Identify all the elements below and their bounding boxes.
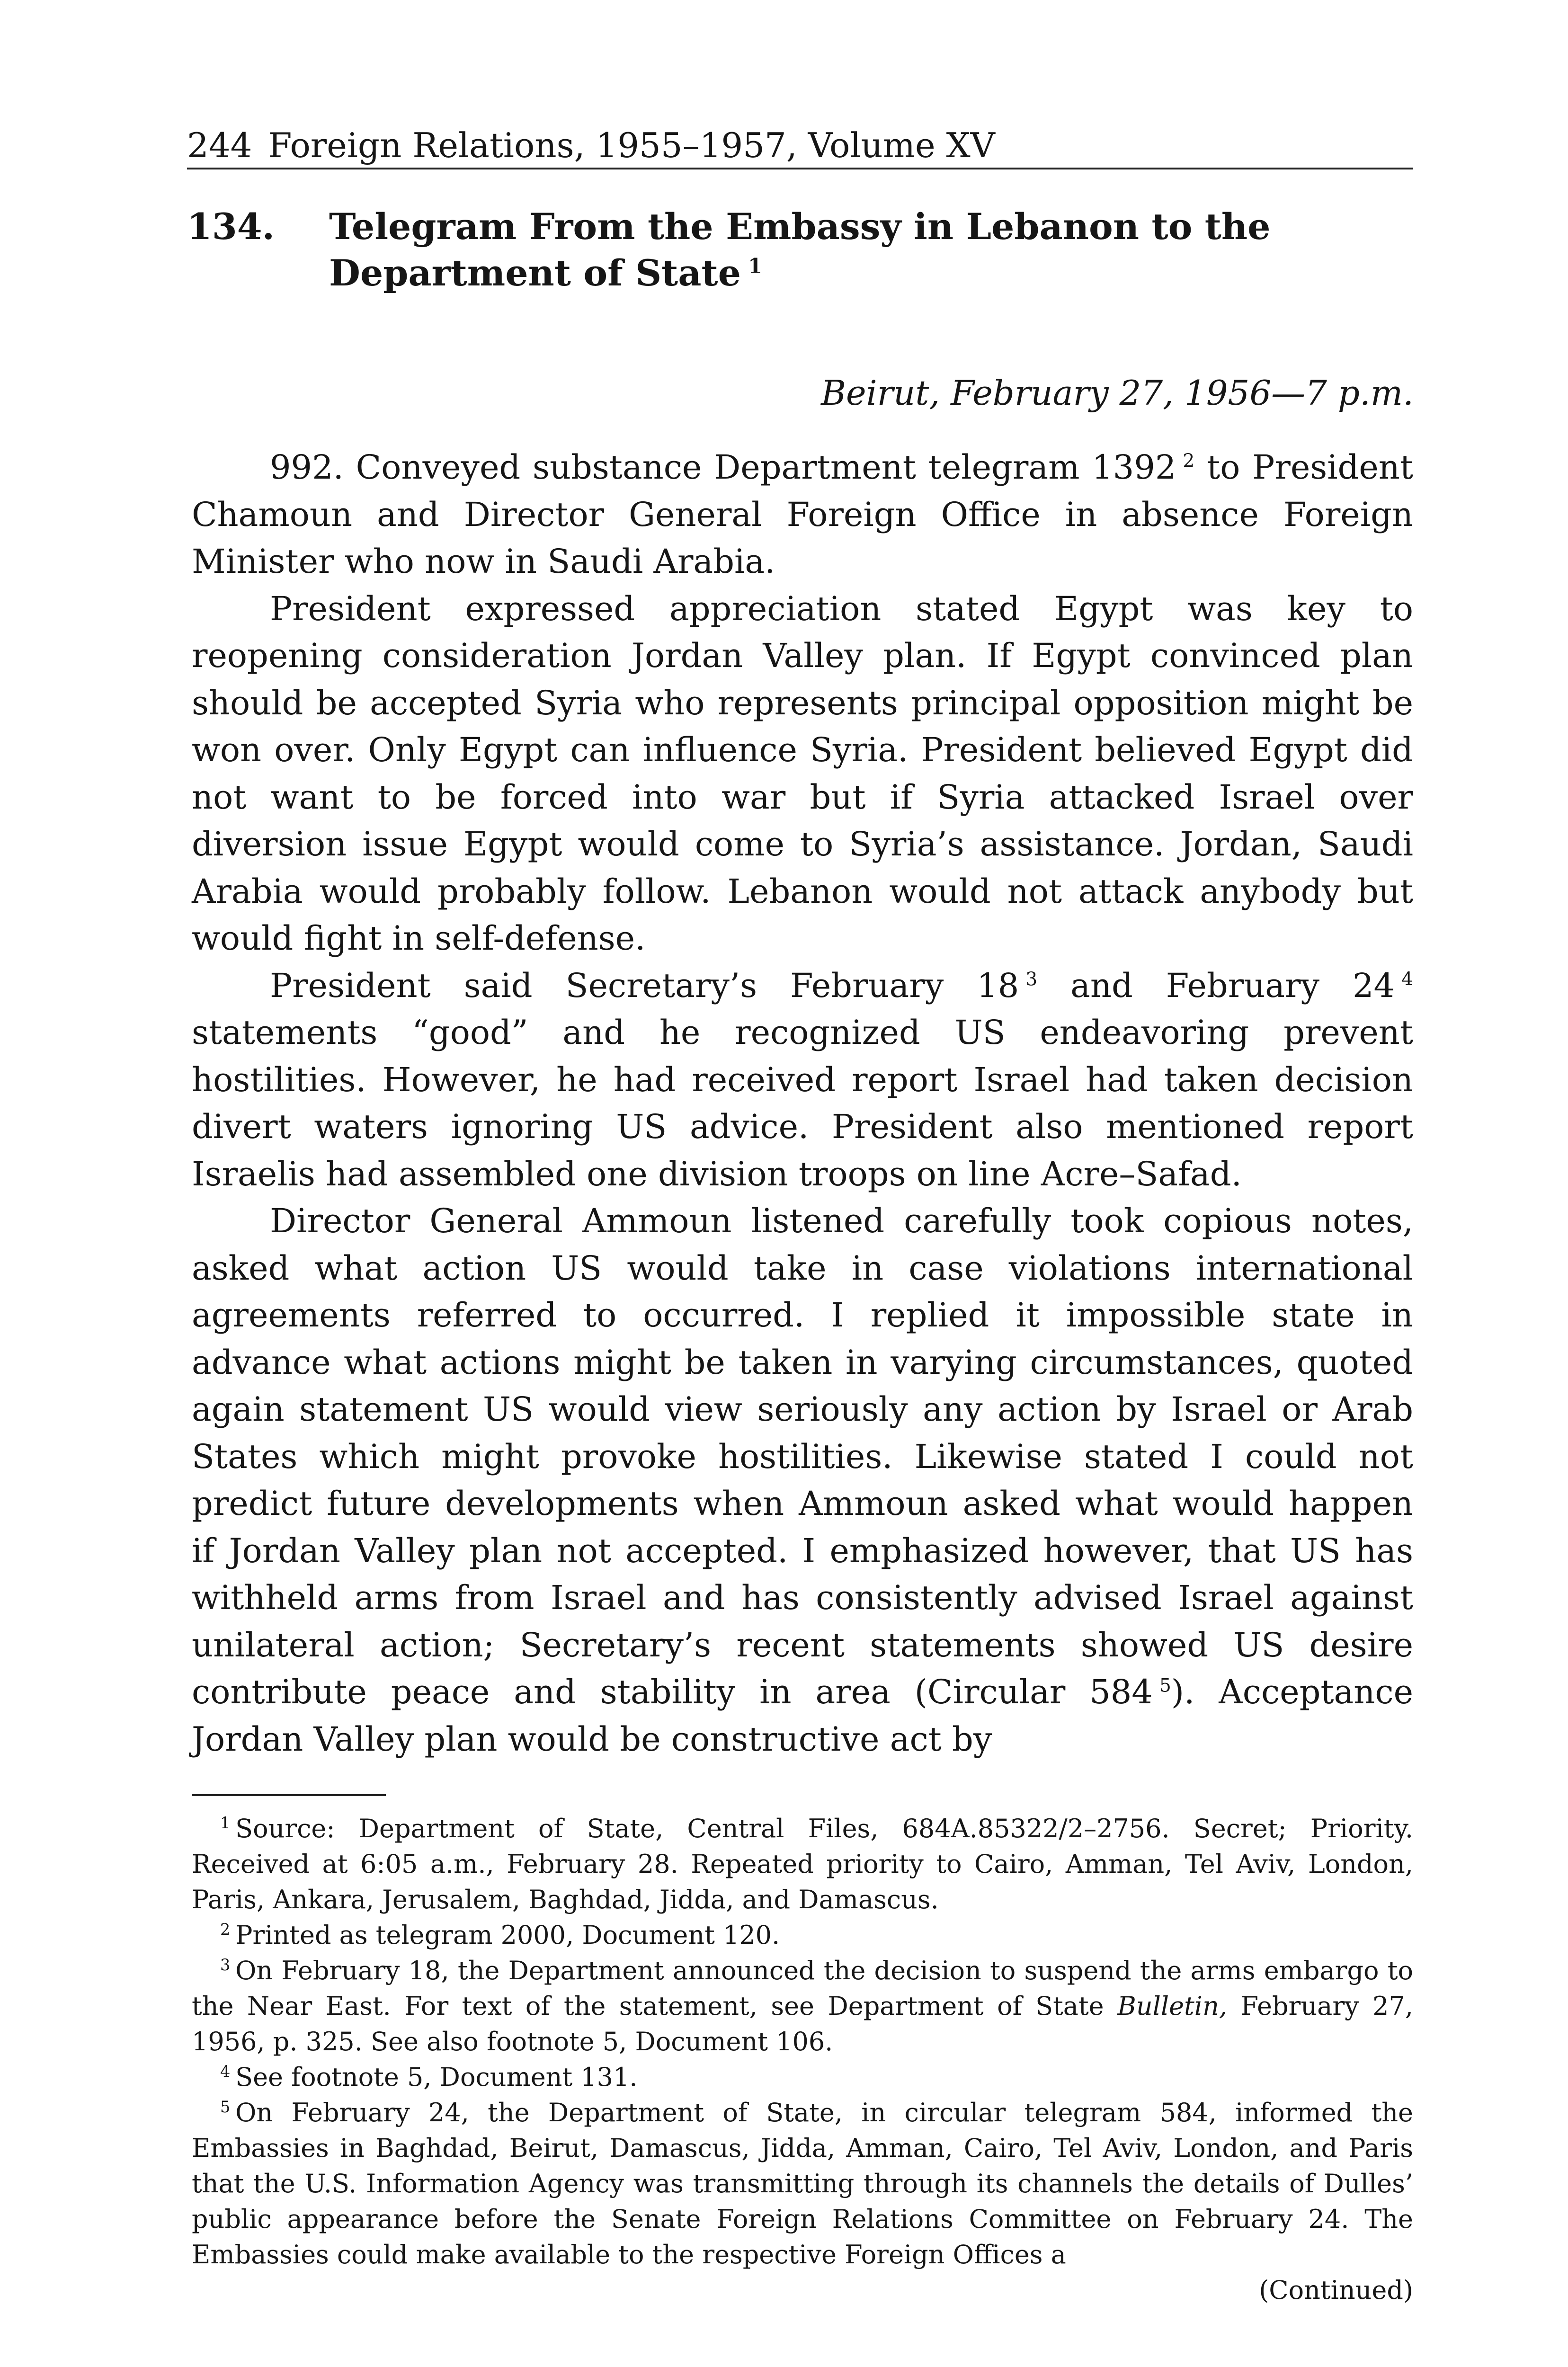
document-number: 134. <box>187 205 275 248</box>
footnote-4: $^4$ See footnote 5, Document 131. <box>220 2062 638 2092</box>
paragraph-1: 992. Conveyed substance Department telegram 1392 $^2$ to President Chamoun and Director General Foreign Office in absence Foreign Minister who now in Saudi Arabia. <box>192 448 1414 581</box>
footnote-1: $^1$ Source: Department of State, Central Files, 684A.85322/2–2756. Secret; Priority. Received at 6:05 a.m., February 28. Repeated priority to Cairo, Amman, Tel Aviv, London, Paris, Ankara, Jerusalem, Baghdad, Jidda, and Damascus. <box>192 1814 1413 1914</box>
footnote-ref-1: 1 <box>748 254 762 278</box>
title-line-2: Department of State <box>329 252 741 294</box>
paragraph-3: President said Secretary’s February 18 $^3$ and February 24 $^4$ statements “good” and he recognized US endeavoring prevent hostilities. However, he had received report Israel had taken decision divert waters ignoring US advice. President also mentioned report Israelis had assembled one division troops on line Acre–Safad. <box>192 966 1413 1193</box>
paragraph-4: Director General Ammoun listened carefully took copious notes, asked what action US would take in case violations international agreements referred to occurred. I replied it impossible state in advance what actions might be taken in varying circumstances, quoted again statement US would view seriously any action by Israel or Arab States which might provoke hostilities. Likewise stated I could not predict future developments when Ammoun asked what would happen if Jordan Valley plan not accepted. I emphasized however, that US has withheld arms from Israel and has consistently advised Israel against unilateral action; Secretary’s recent statements showed US desire contribute peace and stability in area (Circular 584 $^5$). Acceptance Jordan Valley plan would be constructive act by <box>192 1201 1413 1759</box>
continued-marker: (Continued) <box>1259 2275 1413 2305</box>
telegram-body <box>192 444 1413 1763</box>
footnote-3: $^3$ On February 18, the Department announced the decision to suspend the arms embargo to the Near East. For text of the statement, see Department of State Bulletin, February 27, 1956, p. 325. See also footnote 5, Document 106. <box>192 1956 1414 2056</box>
document-heading <box>187 204 1323 296</box>
running-head <box>187 124 1413 169</box>
footnotes <box>192 1811 1413 2308</box>
page-number: 244 <box>187 125 252 165</box>
paragraph-2: President expressed appreciation stated Egypt was key to reopening consideration Jordan Valley plan. If Egypt convinced plan should be accepted Syria who represents principal opposition might be won over. Only Egypt can influence Syria. President believed Egypt did not want to be forced into war but if Syria attacked Israel over diversion issue Egypt would come to Syria’s assistance. Jordan, Saudi Arabia would probably follow. Lebanon would not attack anybody but would fight in self-defense. <box>192 589 1413 958</box>
footnote-ref-4: 4 <box>1401 969 1413 990</box>
document-title <box>329 204 1323 296</box>
volume-title: Foreign Relations, 1955–1957, Volume XV <box>268 125 995 165</box>
footnote-ref-3: 3 <box>1025 969 1038 990</box>
footnote-ref-2: 2 <box>1183 450 1195 472</box>
footnote-separator <box>192 1794 386 1796</box>
title-line-1: Telegram From the Embassy in Lebanon to the <box>329 205 1271 248</box>
footnote-ref-5: 5 <box>1159 1675 1171 1697</box>
footnote-2: $^2$ Printed as telegram 2000, Document 120. <box>220 1920 780 1950</box>
footnote-5: $^5$ On February 24, the Department of State, in circular telegram 584, informed the Embassies in Baghdad, Beirut, Damascus, Jidda, Amman, Cairo, Tel Aviv, London, and Paris that the U.S. Information Agency was transmitting through its channels the details of Dulles’ public appearance before the Senate Foreign Relations Committee on February 24. The Embassies could make available to the respective Foreign Offices a <box>192 2098 1413 2269</box>
dateline: Beirut, February 27, 1956—7 p.m. <box>821 373 1414 413</box>
